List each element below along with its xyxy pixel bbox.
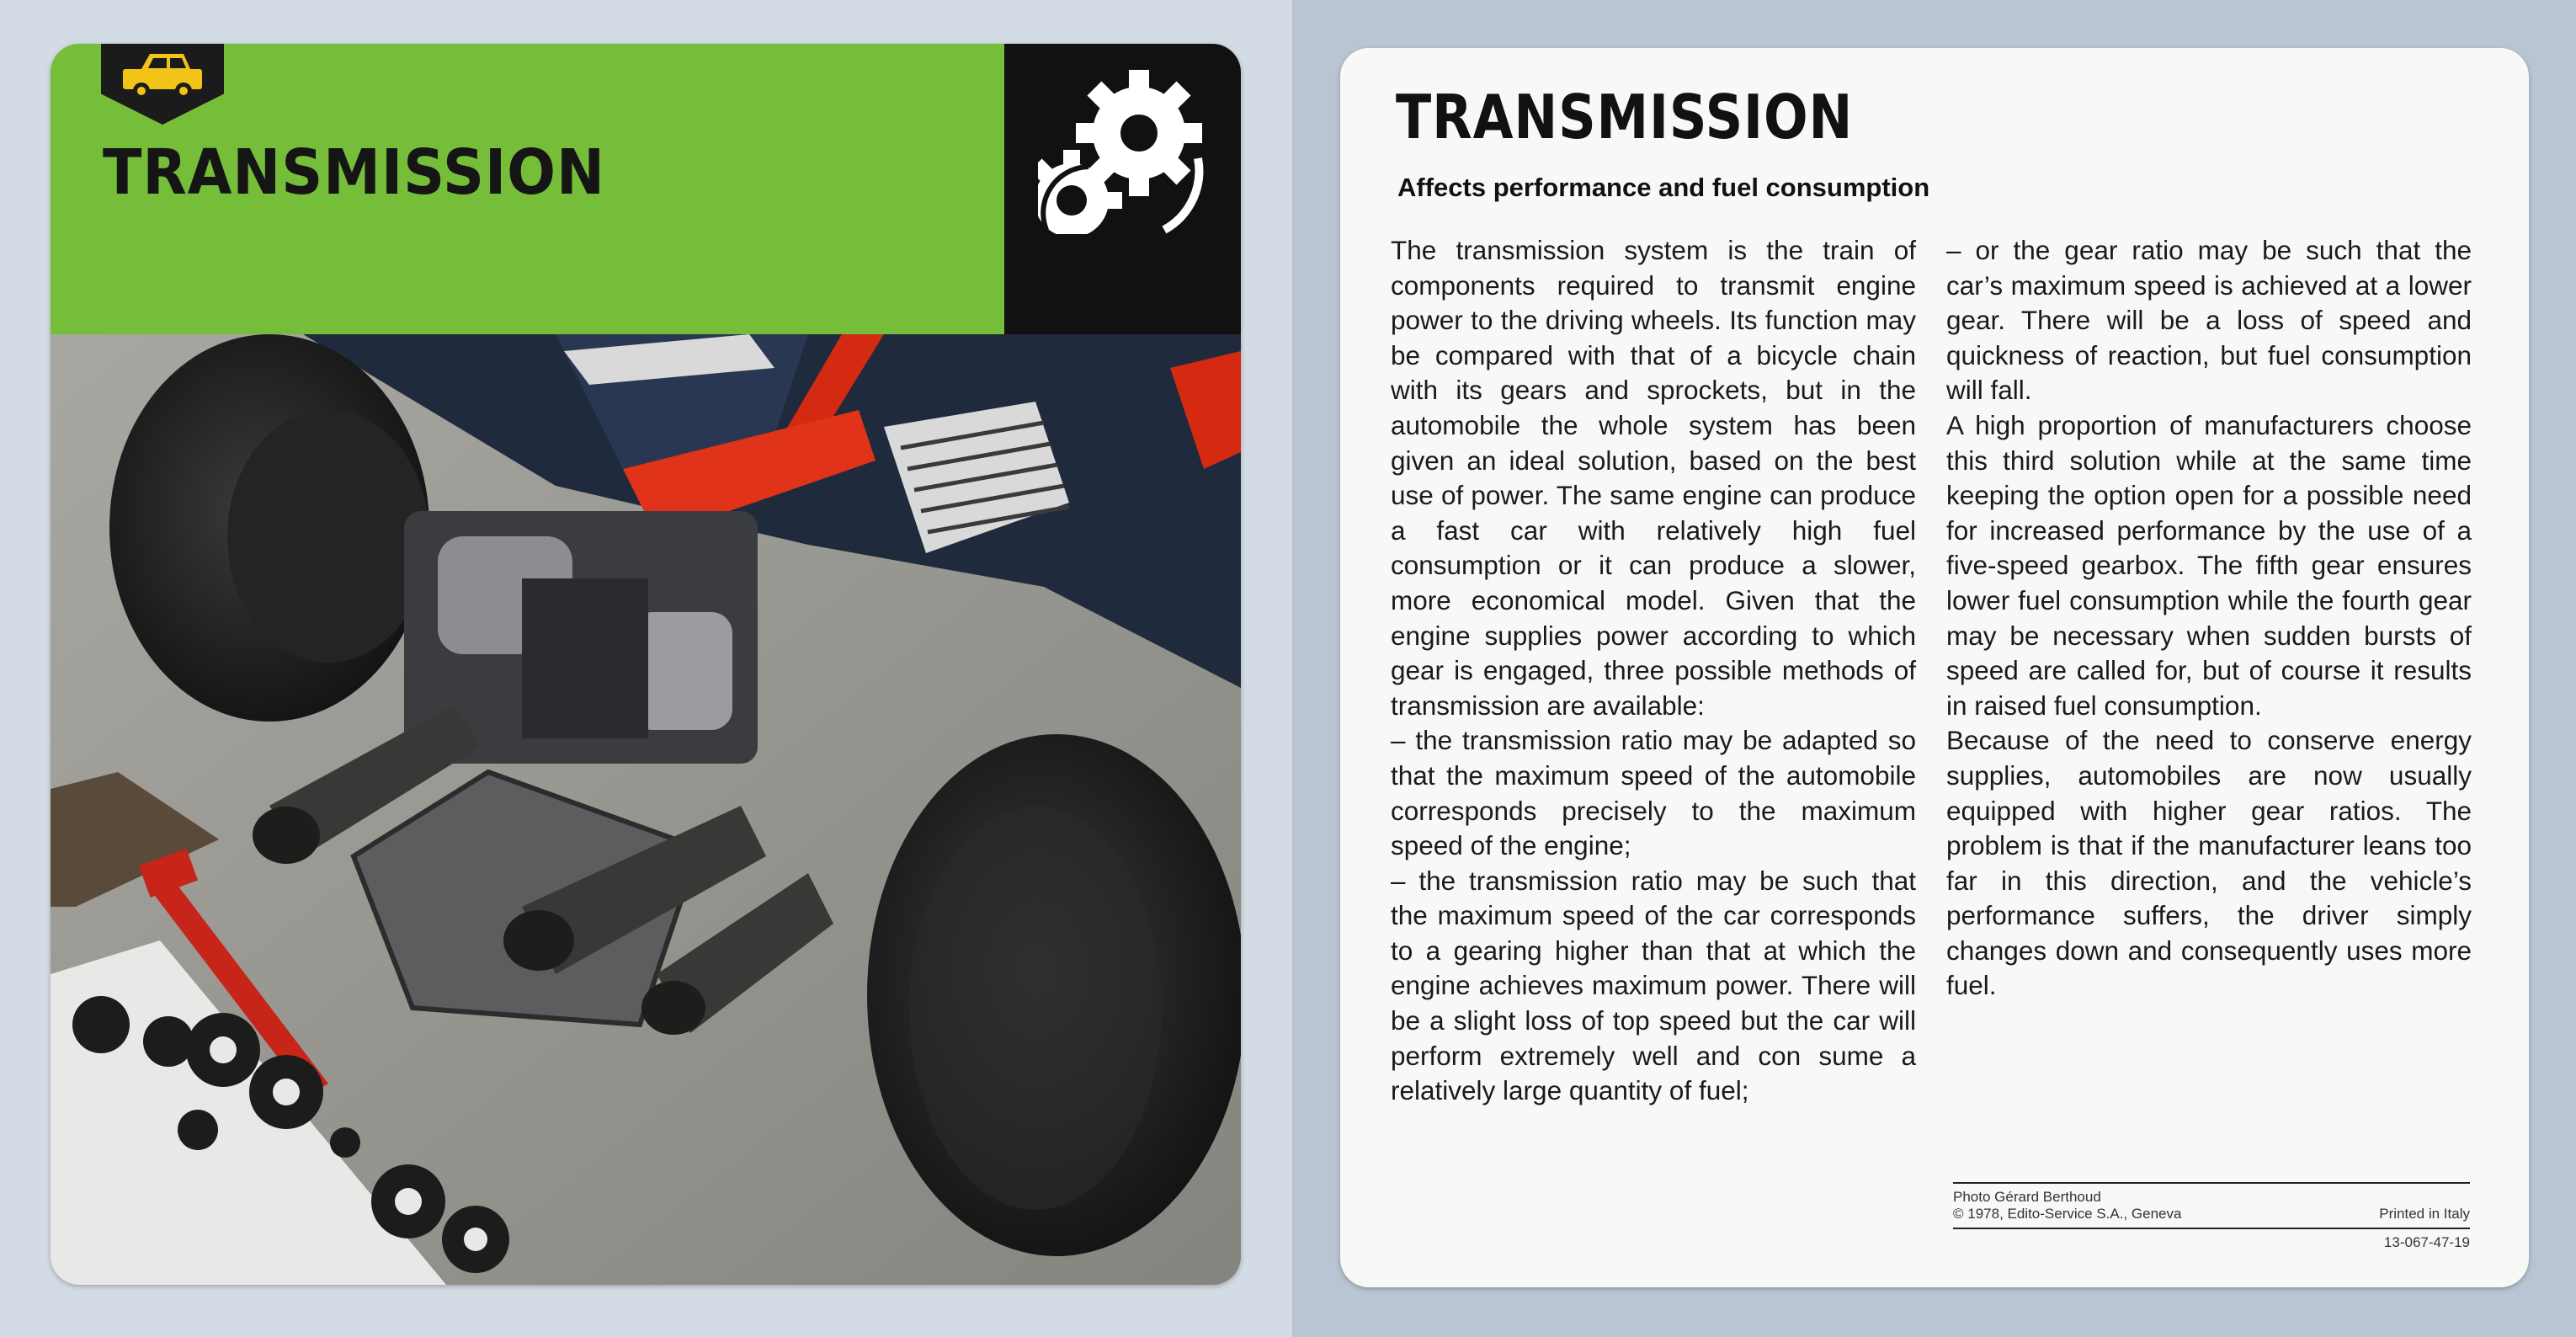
category-badge bbox=[101, 44, 224, 125]
text-column-right bbox=[1946, 233, 2472, 1004]
divider bbox=[1953, 1228, 2470, 1229]
printed-in: Printed in Italy bbox=[2379, 1206, 2470, 1222]
gears-icon bbox=[1038, 66, 1206, 234]
car-icon bbox=[120, 52, 205, 101]
paragraph: A high proportion of manufacturers choose this third solution while at the same time keeping the option open for a possible need for increased performance by the use of a five-speed gearbox. The fifth gear ensures lower fuel consumption while the fourth gear may be necessary when sudden bursts of speed are called for, but of course it results in raised fuel consumption. bbox=[1946, 409, 2472, 721]
card-code: 13-067-47-19 bbox=[2383, 1234, 2470, 1250]
paragraph: – or the gear ratio may be such that the car’s maximum speed is achieved at a lower gear. There will be a loss of speed and quickness of reaction, but fuel consumption will fall. bbox=[1946, 235, 2472, 406]
footer-row bbox=[1953, 1206, 2470, 1222]
divider bbox=[1953, 1182, 2470, 1184]
photo-credit: Photo Gérard Berthoud bbox=[1953, 1189, 2101, 1205]
back-subtitle: Affects performance and fuel consumption bbox=[1397, 173, 1930, 202]
copyright-text: © 1978, Edito-Service S.A., Geneva bbox=[1953, 1206, 2182, 1222]
paragraph: – the transmission ratio may be such that the maximum speed of the car corresponds to a gearing higher than that at which the engine achieves maximum power. There will be a slight loss of top speed but the car will perform extremely well and con sume a relatively large quantity of fuel; bbox=[1391, 865, 1916, 1106]
engine-photo bbox=[51, 334, 1241, 1285]
card-back bbox=[1340, 48, 2529, 1287]
paragraph: Because of the need to conserve energy supplies, automobiles are now usually equipped with higher gear ratios. The problem is that if the manufacturer leans too far in this direction, and the vehicle’s performance suffers, the driver simply changes down and consequently uses more fuel. bbox=[1946, 725, 2472, 1001]
category-panel bbox=[1004, 44, 1241, 334]
card-front bbox=[51, 44, 1241, 1285]
front-title: TRANSMISSION bbox=[103, 136, 605, 209]
paragraph: – the transmission ratio may be adapted so that the maximum speed of the automobile corresponds precisely to the maximum speed of the engine; bbox=[1391, 725, 1916, 861]
text-column-left bbox=[1391, 233, 1916, 1109]
paragraph: The transmission system is the train of components required to transmit engine power to the driving wheels. Its function may be compared with that of a bicycle chain with its gears and sprockets, but in the automobile the whole system has been given an ideal solution, based on the best use of power. The same engine can produce a fast car with relatively high fuel consumption or it can produce a slower, more economical model. Given that the engine supplies power according to which gear is engaged, three possible methods of transmission are available: bbox=[1391, 235, 1916, 721]
back-title: TRANSMISSION bbox=[1396, 82, 1854, 152]
card-footer bbox=[1953, 1182, 2470, 1251]
